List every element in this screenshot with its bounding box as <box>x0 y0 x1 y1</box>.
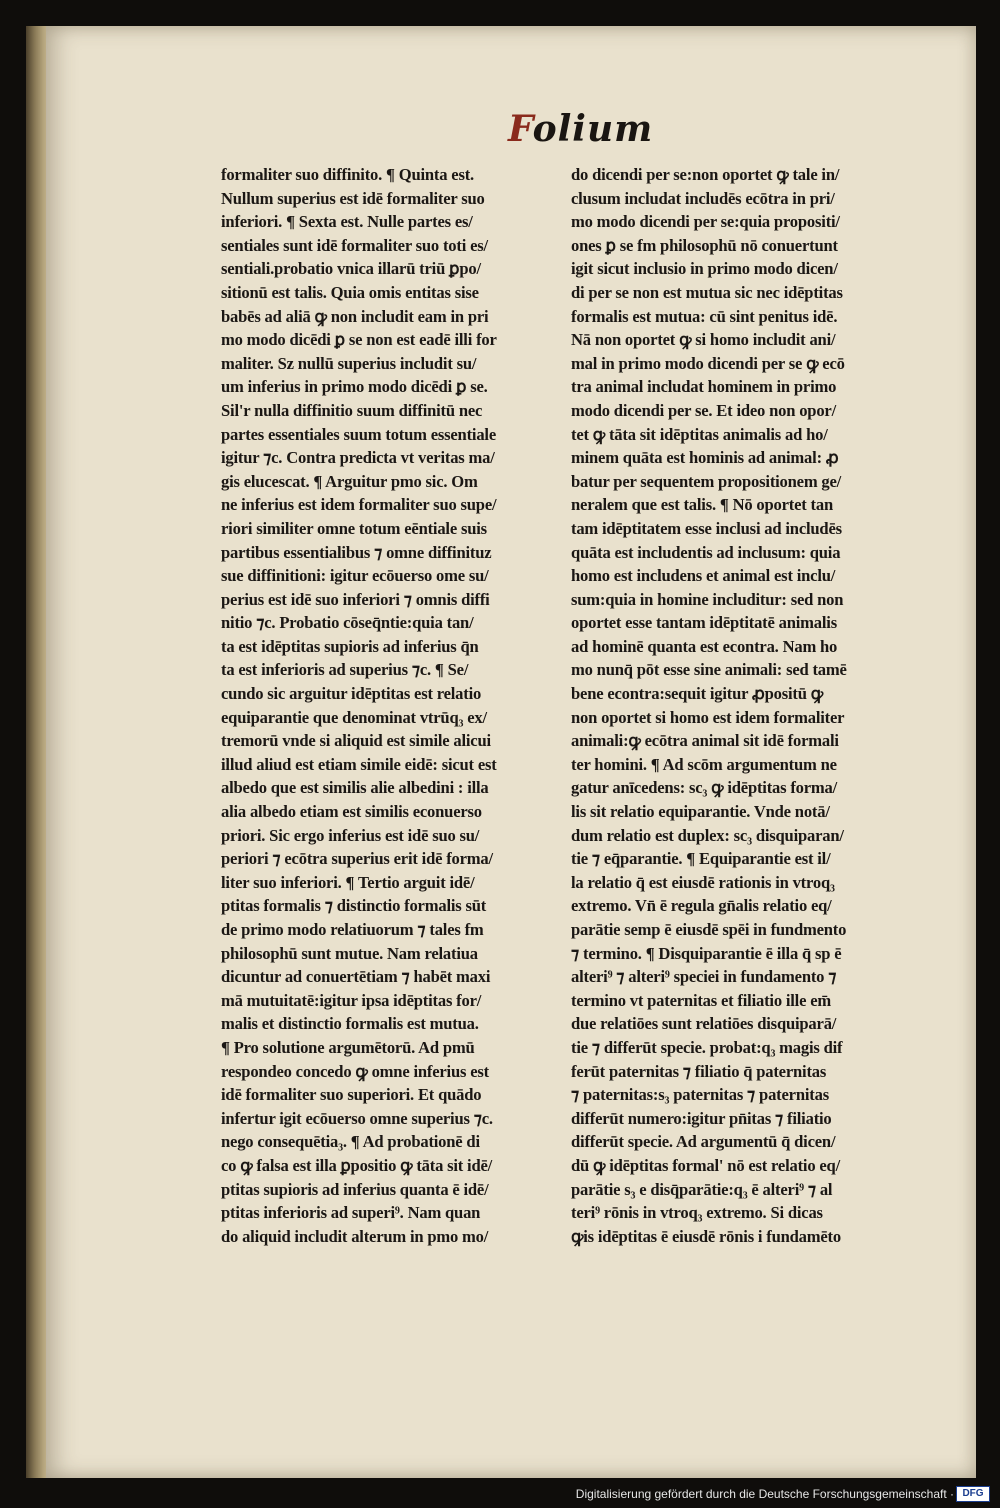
text-line: babēs ad aliā ꝙ non includit eam in pri <box>221 306 489 326</box>
text-line: ta est inferioris ad superius ⁊c. ¶ Se/ <box>221 660 469 680</box>
text-line: ⁊ termino. ¶ Disquiparantie ē illa q̄ sp ē <box>571 943 842 963</box>
text-line: alteri⁹ ⁊ alteri⁹ speciei in fundamento ⁊ <box>571 967 837 987</box>
text-line: malis et distinctio formalis est mutua. <box>221 1014 479 1034</box>
text-line: modo dicendi per se. Et ideo non opor/ <box>571 400 836 420</box>
text-line: do dicendi per se:non oportet ꝙ tale in/ <box>571 165 840 184</box>
text-line: gis elucescat. ¶ Arguitur pmo sic. Om <box>221 471 478 491</box>
text-line: cundo sic arguitur idēptitas est relatio <box>221 684 482 704</box>
text-line: bene econtra:sequit igitur ꝓpositū ꝙ <box>571 684 823 704</box>
digitization-credit: Digitalisierung gefördert durch die Deutsche Forschungsgemeinschaft · <box>575 1487 954 1501</box>
text-line: ter homini. ¶ Ad scōm argumentum ne <box>571 754 837 774</box>
text-line: nitio ⁊c. Probatio cōseq̄ntie:quia tan/ <box>221 613 474 633</box>
text-line: formaliter suo diffinito. ¶ Quinta est. <box>221 165 474 184</box>
folio-heading <box>508 108 653 150</box>
text-line: ferūt paternitas ⁊ filiatio q̄ paternitas <box>571 1061 827 1081</box>
text-line: formalis est mutua: cū sint penitus idē. <box>571 306 838 326</box>
text-line: albedo que est similis alie albedini : illa <box>221 778 489 798</box>
text-line: differūt specie. Ad argumentū q̄ dicen/ <box>571 1132 836 1152</box>
text-line: ꝙis idēptitas ē eiusdē rōnis i fundamēto <box>571 1226 841 1246</box>
text-line: animali:ꝙ ecōtra animal sit idē formali <box>571 731 839 751</box>
text-line: partes essentiales suum totum essentiale <box>221 424 496 444</box>
text-line: illud aliud est etiam simile eidē: sicut est <box>221 754 497 774</box>
dfg-logo: DFG <box>956 1486 990 1502</box>
text-line: teri⁹ rōnis in vtroq₃ extremo. Si dicas <box>571 1203 823 1223</box>
text-line: lis sit relatio equiparantie. Vnde notā/ <box>571 802 830 822</box>
text-line: ptitas formalis ⁊ distinctio formalis sūt <box>221 896 487 916</box>
text-line: mal in primo modo dicendi per se ꝙ ecō <box>571 353 845 373</box>
text-line: parātie semp ē eiusdē spēi in fundmento <box>571 920 847 939</box>
text-line: ne inferius est idem formaliter suo supe/ <box>221 495 497 515</box>
text-line: ones ꝑ se fm philosophū nō conuertunt <box>571 235 838 255</box>
text-line: parātie s₃ e disq̄parātie:q₃ ē alteri⁹ ⁊ al <box>571 1179 833 1199</box>
text-line: la relatio q̄ est eiusdē rationis in vtroq₃ <box>571 872 835 892</box>
text-line: Nullum superius est idē formaliter suo <box>221 188 485 208</box>
text-line: ⁊ paternitas:s₃ paternitas ⁊ paternitas <box>571 1085 829 1105</box>
text-line: mo modo dicendi per se:quia propositi/ <box>571 212 840 232</box>
text-line: gatur anīcedens: sc₃ ꝙ idēptitas forma/ <box>571 778 838 798</box>
text-line: igit sicut inclusio in primo modo dicen/ <box>571 259 838 279</box>
text-line: tremorū vnde si aliquid est simile alicui <box>221 731 491 751</box>
text-line: ¶ Pro solutione argumētorū. Ad pmū <box>221 1037 475 1057</box>
text-line: sentiales sunt idē formaliter suo toti es/ <box>221 235 488 255</box>
text-line: di per se non est mutua sic nec idēptitas <box>571 282 843 302</box>
text-line: equiparantie que denominat vtrūq₃ ex/ <box>221 707 487 727</box>
text-line: sum:quia in homine includitur: sed non <box>571 589 844 609</box>
text-line: alia albedo etiam est similis econuerso <box>221 802 482 822</box>
text-line: minem quāta est hominis ad animal: ꝓ <box>571 448 839 468</box>
text-line: ptitas inferioris ad superi⁹. Nam quan <box>221 1203 481 1223</box>
text-line: igitur ⁊c. Contra predicta vt veritas ma/ <box>221 448 495 468</box>
text-line: homo est includens et animal est inclu/ <box>571 566 836 586</box>
text-column-left <box>221 163 567 1248</box>
text-line: sentiali.probatio vnica illarū triū ꝑpo/ <box>221 259 481 279</box>
text-line: sitionū est talis. Quia omis entitas sise <box>221 282 479 302</box>
text-line: clusum includat includēs ecōtra in pri/ <box>571 188 835 208</box>
text-line: do aliquid includit alterum in pmo mo/ <box>221 1226 489 1246</box>
text-line: inferiori. ¶ Sexta est. Nulle partes es/ <box>221 212 473 232</box>
text-line: oportet esse tantam idēptitatē animalis <box>571 613 837 633</box>
text-line: priori. Sic ergo inferius est idē suo su/ <box>221 825 480 845</box>
text-line: ad hominē quanta est econtra. Nam ho <box>571 636 838 656</box>
text-line: maliter. Sz nullū superius includit su/ <box>221 353 477 373</box>
text-line: mo modo dicēdi ꝑ se non est eadē illi for <box>221 330 497 350</box>
text-line: neralem que est talis. ¶ Nō oportet tan <box>571 495 834 515</box>
text-line: mā mutuitatē:igitur ipsa idēptitas for/ <box>221 990 482 1010</box>
text-line: respondeo concedo ꝙ omne inferius est <box>221 1061 489 1081</box>
text-line: differūt numero:igitur pn̄itas ⁊ filiatio <box>571 1108 832 1128</box>
text-line: extremo. Vn̄ ē regula gn̄alis relatio eq/ <box>571 896 832 916</box>
text-line: dū ꝙ idēptitas formal' nō est relatio eq/ <box>571 1155 840 1175</box>
text-line: tie ⁊ eq̄parantie. ¶ Equiparantie est il/ <box>571 849 831 869</box>
folio-initial: F <box>508 108 533 150</box>
text-line: tet ꝙ tāta sit idēptitas animalis ad ho/ <box>571 424 828 444</box>
folio-rest: olium <box>532 108 654 150</box>
text-line: perius est idē suo inferiori ⁊ omnis diffi <box>221 589 490 609</box>
text-line: liter suo inferiori. ¶ Tertio arguit idē/ <box>221 872 475 892</box>
text-line: nego consequētia₃. ¶ Ad probationē di <box>221 1132 480 1152</box>
text-column-right <box>571 163 921 1248</box>
text-line: ptitas supioris ad inferius quanta ē idē/ <box>221 1179 489 1199</box>
text-line: tam idēptitatem esse inclusi ad includēs <box>571 518 842 538</box>
text-line: Sil'r nulla diffinitio suum diffinitū nec <box>221 400 483 420</box>
text-line: due relatiōes sunt relatiōes disquiparā/ <box>571 1014 837 1034</box>
text-line: philosophū sunt mutue. Nam relatiua <box>221 943 478 963</box>
text-line: non oportet si homo est idem formaliter <box>571 707 845 727</box>
text-line: idē formaliter suo superiori. Et quādo <box>221 1085 482 1105</box>
text-line: sue diffinitioni: igitur ecōuerso ome su/ <box>221 566 489 586</box>
text-line: tra animal includat hominem in primo <box>571 377 837 397</box>
text-line: ta est idēptitas supioris ad inferius q̄n <box>221 636 479 656</box>
text-line: de primo modo relatiuorum ⁊ tales fm <box>221 920 484 939</box>
text-line: batur per sequentem propositionem ge/ <box>571 471 842 491</box>
text-line: dum relatio est duplex: sc₃ disquiparan/ <box>571 825 844 845</box>
text-line: tie ⁊ differūt specie. probat:q₃ magis dif <box>571 1037 843 1057</box>
text-line: periori ⁊ ecōtra superius erit idē forma/ <box>221 849 493 869</box>
text-line: termino vt paternitas et filiatio ille em̄ <box>571 990 831 1010</box>
text-line: Nā non oportet ꝙ si homo includit ani/ <box>571 330 836 350</box>
text-line: quāta est includentis ad inclusum: quia <box>571 542 841 562</box>
text-line: partibus essentialibus ⁊ omne diffinituz <box>221 542 492 562</box>
text-line: co ꝙ falsa est illa ꝑpositio ꝙ tāta sit idē/ <box>221 1155 493 1175</box>
text-line: dicuntur ad conuertētiam ⁊ habēt maxi <box>221 967 491 987</box>
text-line: riori similiter omne totum eēntiale suis <box>221 518 487 538</box>
text-line: mo nunq̄ pōt esse sine animali: sed tamē <box>571 660 847 680</box>
text-line: infertur igit ecōuerso omne superius ⁊c. <box>221 1108 493 1128</box>
text-line: um inferius in primo modo dicēdi ꝑ se. <box>221 377 488 397</box>
